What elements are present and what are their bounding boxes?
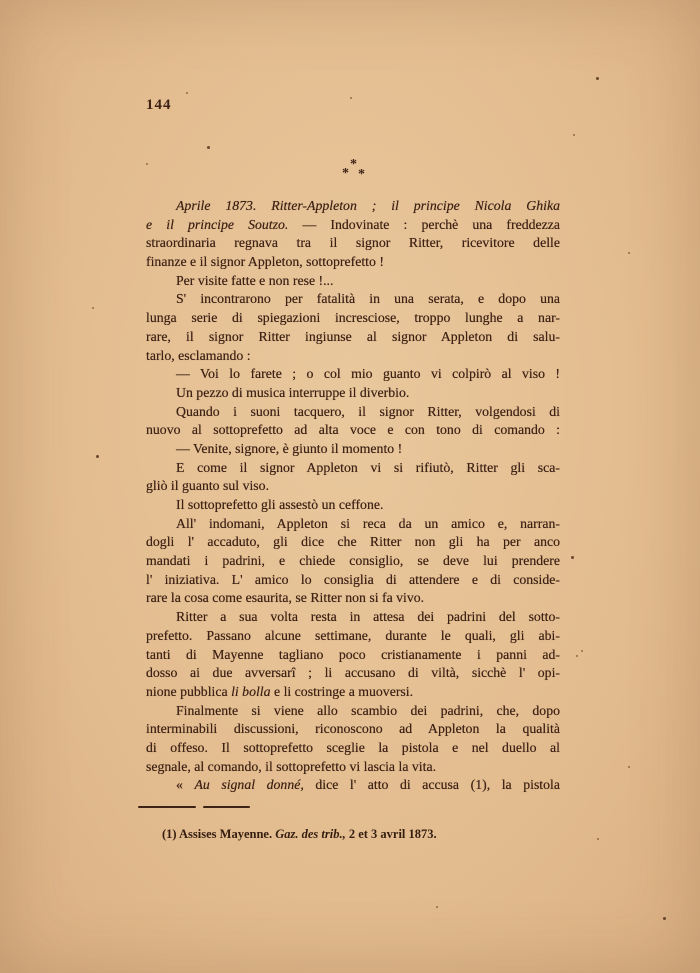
italic-text-segment: Aprile 1873. Ritter-Appleton ; il principe Nicola Ghika	[176, 198, 560, 213]
text-segment: — Voi lo farete ; o col mio guanto vi colpirò al viso !	[176, 366, 560, 382]
text-line	[146, 421, 560, 440]
text-line	[146, 384, 560, 403]
ink-speck	[596, 77, 599, 80]
ink-speck	[628, 252, 630, 254]
text-segment: lunga serie di spiegazioni incresciose, troppo lunghe a nar-	[146, 310, 560, 326]
text-segment: dosso ai due avversarî ; li accusano di viltà, sicchè l' opi-	[146, 665, 560, 681]
text-segment: dogli l' accaduto, gli dice che Ritter non gli ha per anco	[146, 534, 560, 550]
text-segment: interminabili discussioni, riconoscono ad Appleton la qualità	[146, 721, 560, 737]
text-line	[146, 589, 560, 608]
text-segment: (1) Assises Mayenne.	[162, 827, 276, 841]
text-line	[146, 440, 560, 459]
text-line	[146, 403, 560, 422]
text-line	[146, 664, 560, 683]
text-segment: mandati i padrini, e chiede consiglio, se deve lui prendere	[146, 553, 560, 569]
text-segment: tarlo, esclamando :	[146, 347, 251, 363]
text-segment: Quando i suoni tacquero, il signor Ritter, volgendosi di	[176, 403, 560, 419]
text-line	[146, 683, 560, 702]
text-segment: Per visite fatte e non rese !...	[176, 272, 334, 288]
ink-speck	[186, 92, 188, 94]
text-segment: segnale, al comando, il sottoprefetto vi lascia la vita.	[146, 758, 437, 774]
text-line	[146, 533, 560, 552]
ink-speck	[576, 655, 578, 657]
text-line	[146, 758, 560, 777]
ink-speck	[350, 97, 352, 99]
asterisk-icon: *	[358, 167, 365, 182]
text-line	[146, 272, 560, 291]
ink-speck	[628, 766, 630, 768]
page-number: 144	[146, 97, 172, 113]
ink-speck	[663, 917, 666, 920]
text-segment: 2 et 3 avril 1873.	[345, 827, 437, 841]
text-segment: rare la cosa come esaurita, se Ritter non si fa vivo.	[146, 590, 425, 606]
text-segment: All' indomani, Appleton si reca da un amico e, narran-	[176, 515, 560, 531]
text-segment: nuovo al sottoprefetto ad alta voce e con tono di comando :	[146, 422, 560, 438]
text-segment: gliò il guanto sul viso.	[146, 478, 270, 494]
text-line	[146, 328, 560, 347]
ink-speck	[207, 146, 210, 149]
text-line	[146, 496, 560, 515]
text-segment: Finalmente si viene allo scambio dei padrini, che, dopo	[176, 702, 560, 718]
text-line	[146, 477, 560, 496]
footnote-divider	[138, 806, 250, 808]
text-line	[146, 739, 560, 758]
text-segment: «	[176, 777, 195, 793]
text-segment: — Venite, signore, è giunto il momento !	[176, 440, 403, 456]
text-line	[146, 571, 560, 590]
asterisk-icon: *	[342, 166, 349, 181]
text-segment: rare, il signor Ritter ingiunse al signor Appleton di salu-	[146, 328, 560, 344]
text-line	[146, 365, 560, 384]
body-text-block	[146, 197, 560, 795]
text-segment: S' incontrarono per fatalità in una serata, e dopo una	[176, 291, 560, 307]
italic-text-segment: Gaz. des trib.,	[275, 827, 346, 841]
ink-speck	[92, 307, 94, 309]
text-segment: E come il signor Appleton vi si rifiutò, Ritter gli sca-	[176, 459, 560, 475]
text-line	[146, 347, 560, 366]
ink-speck	[581, 650, 583, 652]
italic-text-segment: e il principe Soutzo.	[146, 216, 289, 232]
asterisk-icon: *	[350, 157, 357, 172]
text-segment: finanze e il signor Appleton, sottoprefetto !	[146, 254, 384, 270]
text-line	[146, 253, 560, 272]
text-segment: dice l' atto di accusa (1), la pistola	[303, 777, 560, 793]
text-segment: e li costringe a muoversi.	[270, 683, 414, 699]
text-segment: prefetto. Passano alcune settimane, durante le quali, gli abi-	[146, 627, 560, 643]
text-line	[146, 646, 560, 665]
text-line	[146, 216, 560, 235]
text-line	[146, 702, 560, 721]
text-segment: straordinaria regnava tra il signor Ritter, ricevitore delle	[146, 235, 560, 251]
italic-text-segment: li bolla	[231, 683, 271, 699]
ink-speck	[573, 134, 575, 136]
ink-speck	[436, 906, 438, 908]
text-segment: di offeso. Il sottoprefetto sceglie la pistola e nel duello al	[146, 739, 560, 755]
text-line	[146, 234, 560, 253]
text-line	[146, 720, 560, 739]
ink-speck	[96, 455, 99, 458]
footnote	[146, 826, 576, 843]
text-line	[146, 627, 560, 646]
text-segment: tanti di Mayenne tagliano poco cristianamente i panni ad-	[146, 646, 560, 662]
text-line	[146, 608, 560, 627]
ink-speck	[146, 163, 148, 165]
text-line	[146, 515, 560, 534]
text-line	[146, 776, 560, 795]
text-segment: Il sottoprefetto gli assestò un ceffone.	[176, 497, 384, 512]
ink-speck	[571, 556, 574, 559]
ink-speck	[597, 838, 599, 840]
text-line	[146, 197, 560, 216]
text-segment: Ritter a sua volta resta in attesa dei padrini del sotto-	[176, 609, 560, 625]
text-line	[146, 459, 560, 478]
text-line	[146, 309, 560, 328]
text-line	[146, 552, 560, 571]
text-line	[146, 290, 560, 309]
text-segment: Un pezzo di musica interruppe il diverbio.	[176, 384, 410, 400]
italic-text-segment: Au signal donné,	[194, 777, 304, 793]
text-segment: l' iniziativa. L' amico lo consiglia di attendere e di conside-	[146, 571, 560, 587]
text-segment: nione pubblica	[146, 683, 232, 699]
text-segment: — Indovinate : perchè una freddezza	[288, 216, 560, 232]
